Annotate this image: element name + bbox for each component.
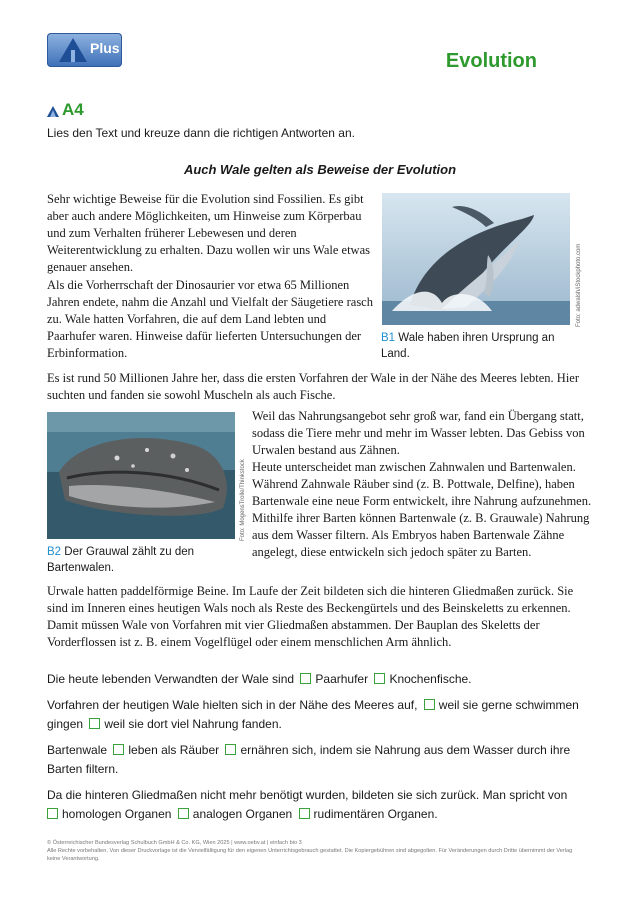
checkbox-q2-a[interactable]	[424, 699, 435, 710]
option-q4-b: analogen Organen	[192, 807, 293, 821]
grey-whale-photo	[47, 412, 235, 539]
question-1-stem: Die heute lebenden Verwandten der Wale sind	[47, 672, 295, 686]
question-3-stem: Bartenwale	[47, 743, 108, 757]
figure-caption-b2	[47, 544, 237, 576]
option-q4-c: rudimentären Organen.	[313, 807, 438, 821]
checkbox-q4-a[interactable]	[47, 808, 58, 819]
figure-caption-text-b1: Wale haben ihren Ursprung an Land.	[381, 332, 555, 360]
copyright-footer	[47, 839, 587, 863]
checkbox-q4-c[interactable]	[299, 808, 310, 819]
paragraph-limbs: Urwale hatten paddelförmige Beine. Im Laufe der Zeit bildeten sich die hinteren Gliedmaßen zurück. Sie sind im Inneren eines heutigen Wals noch als Reste des Beckengürtels und des Beinskeletts zu erkennen. Damit müssen Wale von Vorfahren mit vier Gliedmaßen abstammen. Der Bauplan des Skeletts der Vorderflossen ist z. B. einem Vogelflügel oder einem menschlichen Arm ähnlich.	[47, 584, 574, 649]
checkbox-q2-b[interactable]	[89, 718, 100, 729]
question-2-stem: Vorfahren der heutigen Wale hielten sich in der Nähe des Meeres auf,	[47, 698, 418, 712]
option-q3-a: leben als Räuber	[128, 743, 220, 757]
task-number: A4	[62, 100, 84, 119]
whale-breaching-photo	[382, 193, 570, 325]
footer-line-2: Alle Rechte vorbehalten. Von dieser Druckvorlage ist die Vervielfältigung für den eigenen Unterrichtsgebrauch gestattet. Die Kopiergebühren sind abgegolten. Für Veränderungen durch Dritte übernimmt der Verlag keine Verantwortung.	[47, 848, 573, 862]
plus-logo	[47, 33, 122, 67]
option-q2-a: weil sie gerne schwimmen gingen	[47, 698, 579, 731]
article-headline: Auch Wale gelten als Beweise der Evolution	[183, 162, 457, 177]
option-q1-a: Paarhufer	[315, 672, 369, 686]
task-instruction: Lies den Text und kreuze dann die richtigen Antworten an.	[47, 126, 355, 140]
checkbox-q1-a[interactable]	[300, 673, 311, 684]
paragraph-ancestors: Als die Vorherrschaft der Dinosaurier vor etwa 65 Millionen Jahren endete, nahm die Anzahl und Vielfalt der Säugetiere rasch zu. Wale hatten Vorfahren, die auf dem Land lebten und Paarhufer waren. Hinweise dafür lieferten Untersuchungen der Erbinformation.	[47, 278, 373, 360]
checkbox-q4-b[interactable]	[178, 808, 189, 819]
option-q3-b: ernähren sich, indem sie Nahrung aus dem Wasser durch ihre Barten filtern.	[47, 743, 571, 776]
triangle-level-icon	[47, 106, 59, 117]
page-title: Evolution	[445, 50, 537, 72]
question-1	[47, 670, 607, 689]
question-4	[47, 786, 607, 824]
option-q4-a: homologen Organen	[62, 807, 172, 821]
question-2	[47, 696, 607, 734]
paragraph-transition: Weil das Nahrungsangebot sehr groß war, fand ein Übergang statt, sodass die Tiere mehr und mehr im Wasser lebten. Das Gebiss von Urwalen bestand aus Zähnen.	[252, 409, 585, 457]
option-q1-b: Knochenfische.	[389, 672, 472, 686]
checkbox-q1-b[interactable]	[374, 673, 385, 684]
photo-credit-b2: Foto: MogensTrolle/Thinkstock	[240, 459, 246, 541]
footer-line-1: © Österreichischer Bundesverlag Schulbuch GmbH & Co. KG, Wien 2025 | www.oebv.at | einfach bio 3	[47, 840, 302, 846]
option-q2-b: weil sie dort viel Nahrung fanden.	[104, 717, 282, 731]
figure-label-b1: B1	[381, 332, 396, 344]
figure-caption-text-b2: Der Grauwal zählt zu den Bartenwalen.	[47, 546, 195, 574]
figure-caption-b1	[381, 330, 571, 362]
logo-text: Plus	[90, 40, 120, 56]
question-4-stem: Da die hinteren Gliedmaßen nicht mehr benötigt wurden, bildeten sie sich zurück. Man spricht von	[47, 788, 568, 802]
checkbox-q3-b[interactable]	[225, 744, 236, 755]
paragraph-intro: Sehr wichtige Beweise für die Evolution sind Fossilien. Es gibt aber auch andere Möglichkeiten, um Hinweise zum Körperbau und zum Verhalten früherer Lebewesen und deren Weiterentwicklung zu erhalten. Dazu wollen wir uns Wale etwas genauer ansehen.	[47, 192, 370, 274]
question-3	[47, 741, 607, 779]
checkbox-q3-a[interactable]	[113, 744, 124, 755]
photo-credit-b1: Foto: adwalsh/iStockphoto.com	[576, 243, 582, 327]
figure-label-b2: B2	[47, 546, 62, 558]
paragraph-50-million: Es ist rund 50 Millionen Jahre her, dass die ersten Vorfahren der Wale in der Nähe des Meeres lebten. Hier suchten und fanden sie sowohl Muscheln als auch Fische.	[47, 371, 580, 402]
paragraph-baleen: Heute unterscheidet man zwischen Zahnwalen und Bartenwalen. Während Zahnwale Räuber sind (z. B. Pottwale, Delfine), haben Bartenwale eine neue Form entwickelt, ihre Nahrung aufzunehmen. Mithilfe ihrer Barten können Bartenwale (z. B. Grauwale) Nahrung aus dem Wasser filtern. Als Embryos haben Bartenwale Zähne angelegt, diese entwickeln sich jedoch später zu Barten.	[252, 460, 592, 559]
paragraph-whale-types	[252, 408, 592, 561]
